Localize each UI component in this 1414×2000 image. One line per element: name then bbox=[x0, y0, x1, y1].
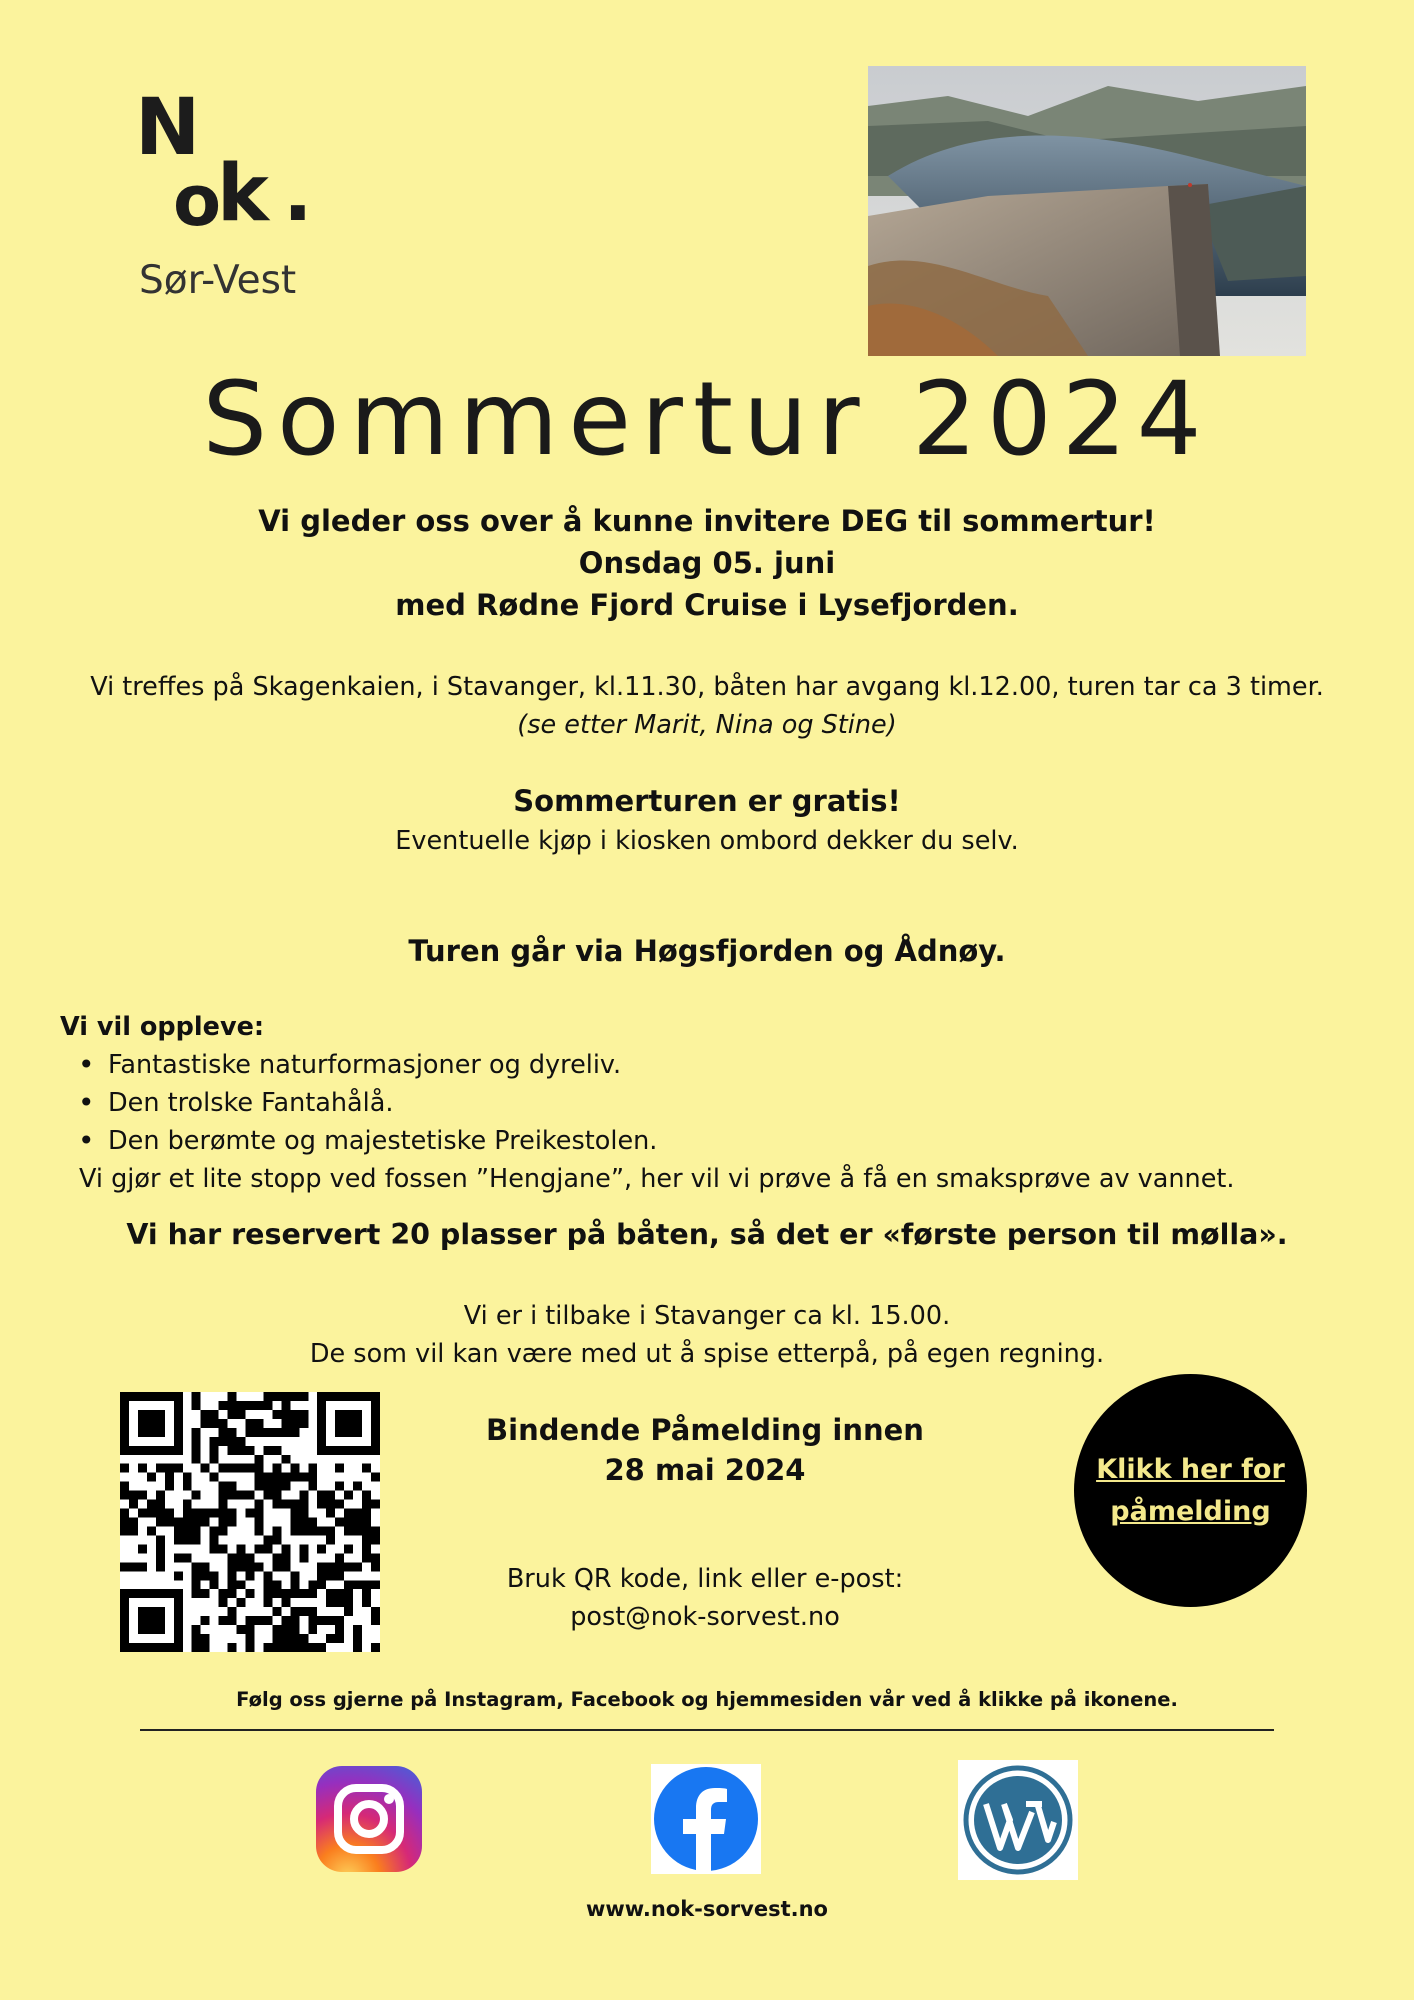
return-line: Vi er i tilbake i Stavanger ca kl. 15.00. bbox=[463, 1301, 951, 1331]
intro-date: Onsdag 05. juni bbox=[578, 546, 836, 580]
gratis-text: Eventuelle kjøp i kiosken ombord dekker du selv. bbox=[395, 826, 1019, 856]
logo-letter-k: k bbox=[217, 149, 269, 239]
logo-dot: . bbox=[283, 149, 313, 239]
dinner-line: De som vil kan være med ut å spise etterpå, på egen regning. bbox=[309, 1339, 1105, 1369]
list-item: • Fantastiske naturformasjoner og dyreliv. bbox=[108, 1046, 1380, 1084]
intro bbox=[0, 500, 1414, 626]
qr-code[interactable] bbox=[120, 1392, 380, 1652]
logo-subtitle: Sør-Vest bbox=[139, 258, 297, 303]
follow-us-text: Følg oss gjerne på Instagram, Facebook og hjemmesiden vår ved å klikke på ikonene. bbox=[236, 1688, 1178, 1711]
logo-letter-n: N bbox=[135, 83, 201, 173]
gratis-heading: Sommerturen er gratis! bbox=[513, 784, 901, 818]
website-link[interactable]: www.nok-sorvest.no bbox=[585, 1897, 828, 1921]
deadline-date: 28 mai 2024 bbox=[604, 1453, 806, 1487]
facebook-icon[interactable] bbox=[651, 1764, 761, 1874]
signup-methods bbox=[430, 1560, 980, 1636]
signup-label-line-1: Klikk her for bbox=[1096, 1453, 1285, 1485]
meeting-line: Vi treffes på Skagenkaien, i Stavanger, kl.11.30, båten har avgang kl.12.00, turen tar ca 3 timer. bbox=[90, 672, 1324, 702]
intro-line-3: med Rødne Fjord Cruise i Lysefjorden. bbox=[395, 588, 1019, 622]
signup-button[interactable] bbox=[1074, 1374, 1307, 1607]
waterfall-stop-text: Vi gjør et lite stopp ved fossen ”Hengjane”, her vil vi prøve å få en smaksprøve av vannet. bbox=[79, 1164, 1235, 1194]
logo-letter-o: o bbox=[173, 160, 222, 242]
divider bbox=[140, 1729, 1274, 1731]
list-item: • Den trolske Fantahålå. bbox=[108, 1084, 1380, 1122]
meeting-info bbox=[0, 668, 1414, 744]
deadline-label: Bindende Påmelding innen bbox=[486, 1413, 924, 1447]
wordpress-icon[interactable] bbox=[958, 1760, 1078, 1880]
experience-list bbox=[108, 1046, 1380, 1160]
route-text: Turen går via Høgsfjorden og Ådnøy. bbox=[408, 934, 1006, 968]
fjord-photo bbox=[868, 66, 1306, 356]
experience-heading: Vi vil oppleve: bbox=[60, 1012, 265, 1042]
instagram-icon[interactable] bbox=[314, 1764, 424, 1874]
page-title: Sommertur 2024 bbox=[202, 360, 1212, 479]
return-info bbox=[0, 1297, 1414, 1373]
signup-button-label bbox=[1091, 1449, 1291, 1533]
signup-deadline bbox=[430, 1410, 980, 1490]
list-item: • Den berømte og majestetiske Preikestolen. bbox=[108, 1122, 1380, 1160]
meeting-contacts: (se etter Marit, Nina og Stine) bbox=[517, 710, 897, 740]
reserved-notice: Vi har reservert 20 plasser på båten, så det er «første person til mølla». bbox=[126, 1218, 1288, 1251]
signup-label-line-2: påmelding bbox=[1110, 1495, 1271, 1527]
gratis-section bbox=[0, 780, 1414, 860]
experience-section bbox=[60, 1008, 1380, 1198]
signup-methods-label: Bruk QR kode, link eller e-post: bbox=[506, 1564, 904, 1594]
logo bbox=[135, 83, 335, 318]
intro-line-1: Vi gleder oss over å kunne invitere DEG til sommertur! bbox=[258, 504, 1156, 538]
contact-email[interactable]: post@nok-sorvest.no bbox=[570, 1602, 840, 1632]
